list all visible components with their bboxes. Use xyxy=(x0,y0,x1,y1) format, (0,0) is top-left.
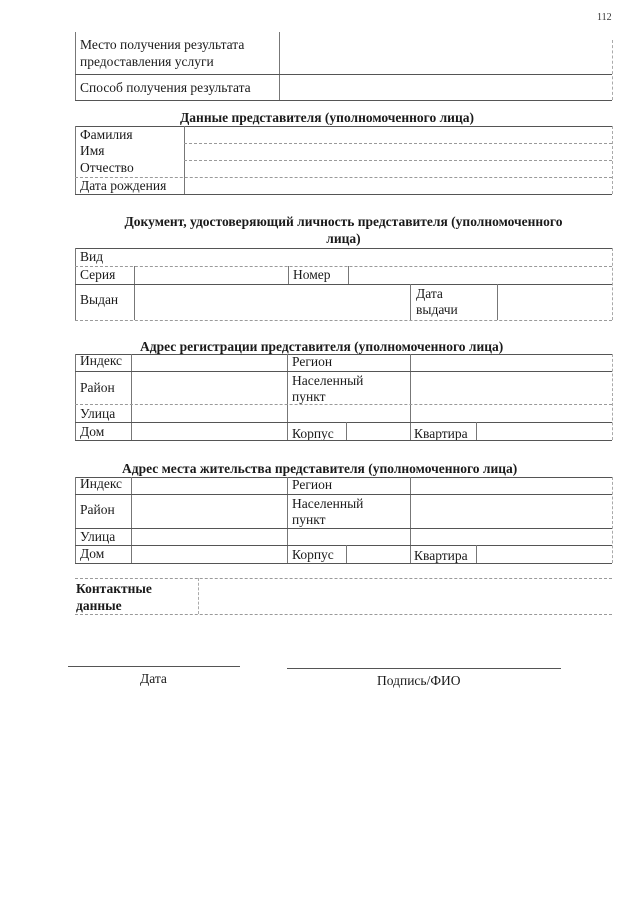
table-divider xyxy=(134,266,135,320)
representative-heading: Данные представителя (уполномоченного лица) xyxy=(180,110,474,125)
result-place-label: Место получения результата xyxy=(80,37,245,52)
date-signature-line xyxy=(68,666,240,667)
table-border xyxy=(612,354,613,440)
table-divider xyxy=(346,422,347,440)
res-district-field[interactable] xyxy=(133,495,285,525)
res-region-field[interactable] xyxy=(412,478,610,494)
reg-district-field[interactable] xyxy=(133,372,285,402)
reg-street-field[interactable] xyxy=(133,406,610,422)
reg-region-label: Регион xyxy=(292,354,333,369)
residence-address-heading: Адрес места жительства представителя (уполномоченного лица) xyxy=(122,461,518,476)
table-divider xyxy=(198,578,199,614)
name-field[interactable] xyxy=(186,144,610,160)
registration-address-heading: Адрес регистрации представителя (уполномоченного лица) xyxy=(140,339,504,354)
table-border xyxy=(75,32,76,100)
date-caption: Дата xyxy=(140,671,167,686)
doc-type-field[interactable] xyxy=(136,249,610,265)
surname-field[interactable] xyxy=(186,127,610,143)
res-apartment-field[interactable] xyxy=(478,547,610,562)
reg-apartment-label: Квартира xyxy=(414,426,468,441)
row-line xyxy=(75,563,612,564)
patronymic-field[interactable] xyxy=(186,161,610,177)
reg-building-field[interactable] xyxy=(348,424,408,439)
table-divider xyxy=(476,545,477,563)
birth-date-field[interactable] xyxy=(186,178,610,194)
row-line xyxy=(75,614,612,615)
surname-label: Фамилия xyxy=(80,127,133,142)
table-border xyxy=(75,477,76,563)
res-locality-field[interactable] xyxy=(412,495,610,525)
page-number: 112 xyxy=(597,12,612,23)
res-building-field[interactable] xyxy=(348,547,408,562)
doc-series-label: Серия xyxy=(80,267,116,282)
reg-locality-field[interactable] xyxy=(412,372,610,402)
table-border xyxy=(612,477,613,563)
row-line xyxy=(75,320,612,321)
table-border xyxy=(612,40,613,100)
reg-building-label: Корпус xyxy=(292,426,334,441)
table-divider xyxy=(279,32,280,100)
res-apartment-label: Квартира xyxy=(414,548,468,563)
doc-issued-by-field[interactable] xyxy=(136,286,408,318)
table-divider xyxy=(287,354,288,440)
reg-index-field[interactable] xyxy=(133,355,285,371)
reg-apartment-field[interactable] xyxy=(478,424,610,439)
contacts-field[interactable] xyxy=(201,580,610,612)
reg-locality-label-cont: пункт xyxy=(292,389,326,404)
table-divider xyxy=(410,477,411,563)
reg-region-field[interactable] xyxy=(412,355,610,371)
date-signature-field[interactable] xyxy=(68,650,240,665)
reg-house-label: Дом xyxy=(80,424,105,439)
row-line xyxy=(75,284,612,285)
table-divider xyxy=(346,545,347,563)
doc-number-label: Номер xyxy=(293,267,331,282)
res-building-label: Корпус xyxy=(292,547,334,562)
row-line xyxy=(75,100,612,101)
contacts-label-cont: данные xyxy=(76,598,122,613)
id-document-heading: Документ, удостоверяющий личность представителя (уполномоченного xyxy=(124,214,563,229)
doc-issue-date-field[interactable] xyxy=(499,286,610,318)
row-line xyxy=(75,404,612,405)
res-district-label: Район xyxy=(80,502,115,517)
table-border xyxy=(75,354,76,440)
id-document-heading-cont: лица) xyxy=(326,231,361,246)
row-line xyxy=(75,194,612,195)
doc-issue-date-label: Дата xyxy=(416,286,443,301)
row-line xyxy=(75,578,612,579)
reg-street-label: Улица xyxy=(80,406,116,421)
res-locality-label: Населенный xyxy=(292,496,364,511)
reg-house-field[interactable] xyxy=(133,424,285,439)
name-label: Имя xyxy=(80,143,105,158)
doc-type-label: Вид xyxy=(80,249,104,264)
signature-field[interactable] xyxy=(287,652,561,667)
doc-issue-date-label-cont: выдачи xyxy=(416,302,458,317)
reg-locality-label: Населенный xyxy=(292,373,364,388)
res-index-field[interactable] xyxy=(133,478,285,494)
table-divider xyxy=(287,477,288,563)
res-street-field[interactable] xyxy=(133,529,610,545)
res-locality-label-cont: пункт xyxy=(292,512,326,527)
table-divider xyxy=(497,284,498,320)
table-border xyxy=(612,248,613,320)
table-divider xyxy=(131,354,132,440)
table-border xyxy=(612,126,613,194)
table-divider xyxy=(288,266,289,284)
result-method-label: Способ получения результата xyxy=(80,80,251,95)
res-street-label: Улица xyxy=(80,529,116,544)
row-line xyxy=(75,545,612,546)
reg-district-label: Район xyxy=(80,380,115,395)
table-divider xyxy=(476,422,477,440)
row-line xyxy=(75,422,612,423)
table-border xyxy=(75,126,76,194)
result-place-label-cont: предоставления услуги xyxy=(80,54,214,69)
result-method-field[interactable] xyxy=(282,78,610,98)
signature-line xyxy=(287,668,561,669)
birth-date-label: Дата рождения xyxy=(80,178,167,193)
res-house-field[interactable] xyxy=(133,547,285,562)
table-divider xyxy=(410,284,411,320)
doc-issued-by-label: Выдан xyxy=(80,292,119,307)
table-divider xyxy=(131,477,132,563)
table-divider xyxy=(348,266,349,284)
table-divider xyxy=(410,354,411,440)
contacts-label: Контактные xyxy=(76,581,152,596)
res-index-label: Индекс xyxy=(80,476,123,491)
row-line xyxy=(75,74,612,75)
doc-number-field[interactable] xyxy=(350,267,610,283)
patronymic-label: Отчество xyxy=(80,160,134,175)
doc-series-field[interactable] xyxy=(136,267,286,283)
res-region-label: Регион xyxy=(292,477,333,492)
res-house-label: Дом xyxy=(80,546,105,561)
signature-caption: Подпись/ФИО xyxy=(377,673,461,688)
reg-index-label: Индекс xyxy=(80,353,123,368)
row-line xyxy=(75,440,612,441)
result-place-field[interactable] xyxy=(282,36,610,72)
